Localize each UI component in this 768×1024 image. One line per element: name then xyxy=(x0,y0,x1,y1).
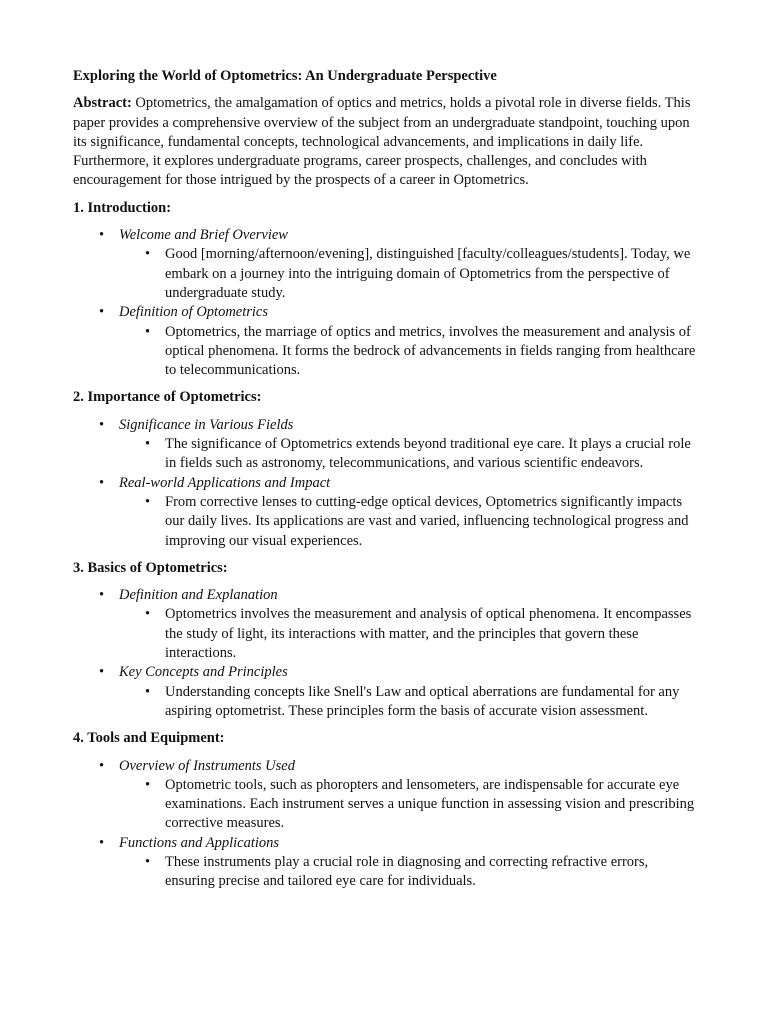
detail-item xyxy=(119,323,698,381)
detail-text: Optometrics, the marriage of optics and metrics, involves the measurement and analysis of optical phenomena. It forms the bedrock of advancements in fields ranging from healthcare to telecommunications. xyxy=(165,323,696,379)
bullet-icon: • xyxy=(145,853,151,870)
abstract-text: Optometrics, the amalgamation of optics and metrics, holds a pivotal role in diverse fields. This paper provides a comprehensive overview of the subject from an undergraduate standpoint, touching upon its significance, fundamental concepts, technological advancements, and implications in daily life. Furthermore, it explores undergraduate programs, career prospects, challenges, and concludes with encouragement for those intrigued by the prospects of a career in Optometrics. xyxy=(73,95,691,189)
detail-item xyxy=(119,776,698,834)
section-heading: 1. Introduction: xyxy=(73,199,172,216)
detail-item xyxy=(119,853,698,892)
bullet-icon: • xyxy=(145,606,151,623)
topic-item xyxy=(73,586,698,663)
topic-title: Key Concepts and Principles xyxy=(119,664,288,681)
topic-list xyxy=(73,586,698,721)
bullet-icon: • xyxy=(99,757,105,774)
detail-list xyxy=(119,776,698,834)
bullet-icon: • xyxy=(99,227,105,244)
topic-item xyxy=(73,416,698,474)
topic-title: Significance in Various Fields xyxy=(119,416,294,433)
topic-list xyxy=(73,226,698,380)
document-title: Exploring the World of Optometrics: An Undergraduate Perspective xyxy=(73,68,497,84)
topic-item xyxy=(73,757,698,834)
detail-text: Optometric tools, such as phoropters and lensometers, are indispensable for accurate eye examinations. Each instrument serves a unique function in assessing vision and prescribing corrective measures. xyxy=(165,776,695,832)
detail-list xyxy=(119,245,698,303)
detail-list xyxy=(119,853,698,892)
bullet-icon: • xyxy=(99,416,105,433)
topic-title: Overview of Instruments Used xyxy=(119,757,295,774)
bullet-icon: • xyxy=(145,323,151,340)
topic-item xyxy=(73,303,698,380)
abstract-paragraph xyxy=(73,94,698,190)
detail-list xyxy=(119,493,698,551)
bullet-icon: • xyxy=(145,776,151,793)
detail-list xyxy=(119,323,698,381)
section-importance xyxy=(73,388,698,550)
topic-item xyxy=(73,226,698,303)
bullet-icon: • xyxy=(99,474,105,491)
bullet-icon: • xyxy=(99,304,105,321)
detail-list xyxy=(119,605,698,663)
topic-list xyxy=(73,757,698,892)
bullet-icon: • xyxy=(145,683,151,700)
detail-list xyxy=(119,435,698,474)
topic-title: Definition and Explanation xyxy=(119,587,278,604)
section-tools xyxy=(73,729,698,891)
detail-item xyxy=(119,245,698,303)
detail-item xyxy=(119,435,698,474)
detail-text: Good [morning/afternoon/evening], distinguished [faculty/colleagues/students]. Today, we embark on a journey into the intriguing domain of Optometrics from the perspective of undergraduate study. xyxy=(165,246,691,301)
topic-title: Definition of Optometrics xyxy=(119,304,269,321)
topic-title: Welcome and Brief Overview xyxy=(119,227,288,244)
section-heading: 4. Tools and Equipment: xyxy=(73,730,225,747)
bullet-icon: • xyxy=(145,436,151,453)
bullet-icon: • xyxy=(99,664,105,681)
topic-item xyxy=(73,474,698,551)
section-heading: 2. Importance of Optometrics: xyxy=(73,389,262,406)
topic-item xyxy=(73,663,698,721)
detail-item xyxy=(119,493,698,551)
detail-list xyxy=(119,683,698,722)
bullet-icon: • xyxy=(99,834,105,851)
bullet-icon: • xyxy=(145,493,151,510)
abstract-label: Abstract: xyxy=(73,95,132,112)
topic-item xyxy=(73,834,698,892)
bullet-icon: • xyxy=(145,246,151,263)
topic-title: Functions and Applications xyxy=(119,834,280,851)
detail-text: Understanding concepts like Snell's Law and optical aberrations are fundamental for any aspiring optometrist. These principles form the basis of accurate vision assessment. xyxy=(165,683,680,719)
topic-title: Real-world Applications and Impact xyxy=(119,474,331,491)
section-basics xyxy=(73,559,698,721)
section-heading: 3. Basics of Optometrics: xyxy=(73,559,228,576)
detail-item xyxy=(119,605,698,663)
bullet-icon: • xyxy=(99,587,105,604)
detail-text: The significance of Optometrics extends beyond traditional eye care. It plays a crucial role in fields such as astronomy, telecommunications, and various scientific endeavors. xyxy=(165,436,691,472)
detail-item xyxy=(119,683,698,722)
section-introduction xyxy=(73,199,698,381)
detail-text: These instruments play a crucial role in diagnosing and correcting refractive errors, ensuring precise and tailored eye care for individuals. xyxy=(165,853,649,890)
detail-text: From corrective lenses to cutting-edge optical devices, Optometrics significantly impacts our daily lives. Its applications are vast and varied, influencing technological progress and improving our visual experiences. xyxy=(165,493,689,549)
topic-list xyxy=(73,416,698,551)
detail-text: Optometrics involves the measurement and analysis of optical phenomena. It encompasses the study of light, its interactions with matter, and the principles that govern these interactions. xyxy=(165,606,692,662)
